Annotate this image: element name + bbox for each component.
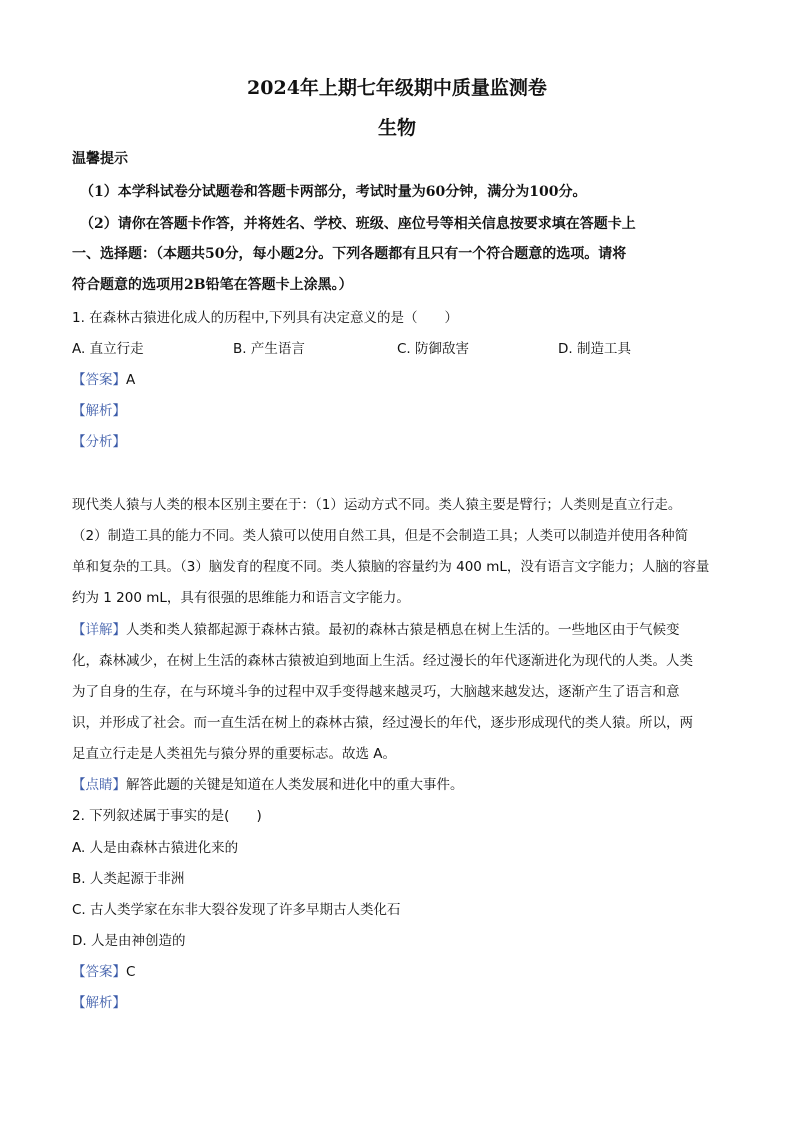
subject-title: 生物 bbox=[377, 117, 416, 139]
question-1-option-a: A. 直立行走 bbox=[72, 341, 144, 357]
exam-title: 2024年上期七年级期中质量监测卷 bbox=[247, 77, 547, 99]
question-1-fenxi-tag: 【分析】 bbox=[72, 434, 126, 450]
question-1-option-b: B. 产生语言 bbox=[233, 341, 305, 357]
comment-tag: 【点睛】 bbox=[72, 777, 126, 793]
question-2-option-a: A. 人是由森林古猿进化来的 bbox=[72, 840, 239, 856]
question-1-option-d: D. 制造工具 bbox=[558, 341, 631, 357]
answer-tag: 【答案】 bbox=[72, 964, 126, 980]
detail-text-1: 人类和类人猿都起源于森林古猿。最初的森林古猿是栖息在树上生活的。一些地区由于气候变 bbox=[126, 622, 680, 638]
detail-line-5: 足直立行走是人类祖先与猿分界的重要标志。故选 A。 bbox=[72, 746, 397, 762]
question-1-analysis-tag: 【解析】 bbox=[72, 403, 126, 419]
question-2-option-b: B. 人类起源于非洲 bbox=[72, 871, 185, 887]
fenxi-line-1: 现代类人猿与人类的根本区别主要在于：（1）运动方式不同。类人猿主要是臂行；人类则是直立行走。 bbox=[72, 497, 682, 513]
comment-line bbox=[72, 776, 464, 794]
question-1-answer bbox=[72, 371, 135, 389]
question-2-option-c: C. 古人类学家在东非大裂谷发现了许多早期古人类化石 bbox=[72, 902, 401, 918]
detail-tag: 【详解】 bbox=[72, 622, 126, 638]
detail-line-3: 为了自身的生存，在与环境斗争的过程中双手变得越来越灵巧，大脑越来越发达，逐渐产生了语言和意 bbox=[72, 684, 680, 700]
fenxi-line-2: （2）制造工具的能力不同。类人猿可以使用自然工具，但是不会制造工具；人类可以制造并使用各种简 bbox=[72, 528, 689, 544]
section-heading-line-2: 符合题意的选项用2B铅笔在答题卡上涂黑。） bbox=[72, 277, 353, 293]
question-2-option-d: D. 人是由神创造的 bbox=[72, 933, 186, 949]
comment-text: 解答此题的关键是知道在人类发展和进化中的重大事件。 bbox=[126, 777, 464, 793]
question-2-answer bbox=[72, 963, 135, 981]
notice-item-1: （1）本学科试卷分试题卷和答题卡两部分，考试时量为60分钟，满分为100分。 bbox=[80, 184, 587, 200]
answer-tag: 【答案】 bbox=[72, 372, 126, 388]
detail-line-4: 识，并形成了社会。而一直生活在树上的森林古猿，经过漫长的年代，逐步形成现代的类人猿。所以，两 bbox=[72, 715, 693, 731]
answer-value: A bbox=[126, 372, 136, 388]
detail-line-1 bbox=[72, 621, 680, 639]
question-1-stem: 1. 在森林古猿进化成人的历程中,下列具有决定意义的是（ ） bbox=[72, 310, 458, 326]
notice-heading: 温馨提示 bbox=[72, 151, 128, 167]
fenxi-line-3: 单和复杂的工具。（3）脑发育的程度不同。类人猿脑的容量约为 400 mL，没有语言文字能力；人脑的容量 bbox=[72, 559, 710, 575]
section-heading-line-1: 一、选择题：（本题共50分，每小题2分。下列各题都有且只有一个符合题意的选项。请将 bbox=[72, 246, 627, 262]
question-2-analysis-tag: 【解析】 bbox=[72, 995, 126, 1011]
detail-line-2: 化，森林减少，在树上生活的森林古猿被迫到地面上生活。经过漫长的年代逐渐进化为现代的人类。人类 bbox=[72, 653, 693, 669]
answer-value: C bbox=[126, 964, 136, 980]
question-2-stem: 2. 下列叙述属于事实的是( ) bbox=[72, 808, 262, 824]
question-1-option-c: C. 防御敌害 bbox=[397, 341, 470, 357]
fenxi-line-4: 约为 1 200 mL，具有很强的思维能力和语言文字能力。 bbox=[72, 590, 410, 606]
notice-item-2: （2）请你在答题卡作答，并将姓名、学校、班级、座位号等相关信息按要求填在答题卡上 bbox=[80, 216, 636, 232]
